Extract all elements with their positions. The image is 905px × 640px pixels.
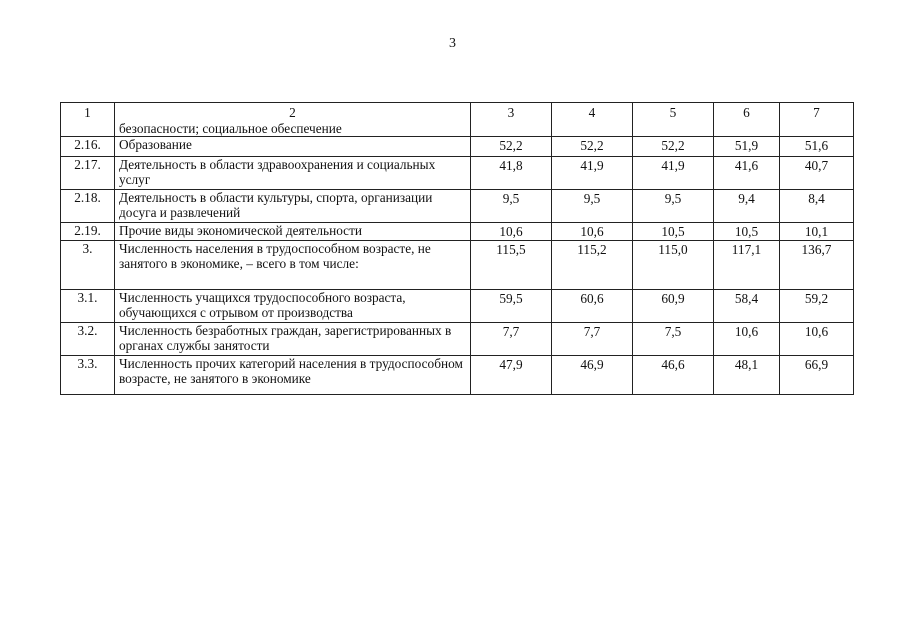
row-value: 52,2 [633, 137, 714, 157]
table-row [61, 290, 854, 323]
row-value: 115,0 [633, 241, 714, 290]
row-value: 59,5 [471, 290, 552, 323]
column-header: 1 [61, 103, 115, 122]
row-value [552, 121, 633, 137]
table-row [61, 323, 854, 356]
column-header: 7 [780, 103, 854, 122]
row-description: Деятельность в области здравоохранения и социальных услуг [115, 157, 471, 190]
row-number: 2.17. [61, 157, 115, 190]
row-value: 46,6 [633, 356, 714, 395]
table-row [61, 190, 854, 223]
row-number: 2.19. [61, 223, 115, 241]
table-row [61, 121, 854, 137]
column-header: 4 [552, 103, 633, 122]
table-row [61, 223, 854, 241]
row-value: 51,9 [714, 137, 780, 157]
row-value: 9,5 [633, 190, 714, 223]
column-header: 2 [115, 103, 471, 122]
row-description: Численность населения в трудоспособном возрасте, не занятого в экономике, – всего в том числе: [115, 241, 471, 290]
row-value: 60,9 [633, 290, 714, 323]
row-value: 7,7 [552, 323, 633, 356]
row-value: 10,6 [552, 223, 633, 241]
row-number: 3.1. [61, 290, 115, 323]
row-value: 41,6 [714, 157, 780, 190]
row-value: 10,6 [714, 323, 780, 356]
row-description: Численность прочих категорий населения в трудоспособном возрасте, не занятого в экономике [115, 356, 471, 395]
row-number: 3.2. [61, 323, 115, 356]
row-number: 2.18. [61, 190, 115, 223]
row-value: 10,5 [633, 223, 714, 241]
row-description: Численность безработных граждан, зарегистрированных в органах службы занятости [115, 323, 471, 356]
page-number: 3 [449, 36, 456, 51]
row-value: 48,1 [714, 356, 780, 395]
row-value: 52,2 [552, 137, 633, 157]
row-value: 115,5 [471, 241, 552, 290]
row-value [714, 121, 780, 137]
row-value: 7,5 [633, 323, 714, 356]
row-description: Деятельность в области культуры, спорта, организации досуга и развлечений [115, 190, 471, 223]
row-value: 10,1 [780, 223, 854, 241]
row-value: 41,8 [471, 157, 552, 190]
row-value: 58,4 [714, 290, 780, 323]
column-header: 3 [471, 103, 552, 122]
row-value: 41,9 [633, 157, 714, 190]
row-value: 7,7 [471, 323, 552, 356]
row-value: 41,9 [552, 157, 633, 190]
row-value: 136,7 [780, 241, 854, 290]
row-value: 47,9 [471, 356, 552, 395]
column-header: 5 [633, 103, 714, 122]
table-row [61, 356, 854, 395]
row-value: 117,1 [714, 241, 780, 290]
row-value: 115,2 [552, 241, 633, 290]
row-value: 52,2 [471, 137, 552, 157]
row-description: Численность учащихся трудоспособного возраста, обучающихся с отрывом от производства [115, 290, 471, 323]
row-value: 9,4 [714, 190, 780, 223]
column-header: 6 [714, 103, 780, 122]
row-value: 51,6 [780, 137, 854, 157]
row-value: 9,5 [471, 190, 552, 223]
table-header-row [61, 103, 854, 122]
row-value: 10,5 [714, 223, 780, 241]
table-row [61, 241, 854, 290]
row-value: 10,6 [780, 323, 854, 356]
data-table [60, 102, 854, 395]
row-number: 3. [61, 241, 115, 290]
row-value: 59,2 [780, 290, 854, 323]
row-number [61, 121, 115, 137]
row-value [633, 121, 714, 137]
row-description: Образование [115, 137, 471, 157]
row-number: 3.3. [61, 356, 115, 395]
row-description: Прочие виды экономической деятельности [115, 223, 471, 241]
row-value: 40,7 [780, 157, 854, 190]
row-value: 8,4 [780, 190, 854, 223]
row-value: 46,9 [552, 356, 633, 395]
table-row [61, 157, 854, 190]
row-value [471, 121, 552, 137]
row-value [780, 121, 854, 137]
row-value: 10,6 [471, 223, 552, 241]
row-value: 60,6 [552, 290, 633, 323]
row-value: 66,9 [780, 356, 854, 395]
row-description: безопасности; социальное обеспечение [115, 121, 471, 137]
row-value: 9,5 [552, 190, 633, 223]
row-number: 2.16. [61, 137, 115, 157]
table-row [61, 137, 854, 157]
